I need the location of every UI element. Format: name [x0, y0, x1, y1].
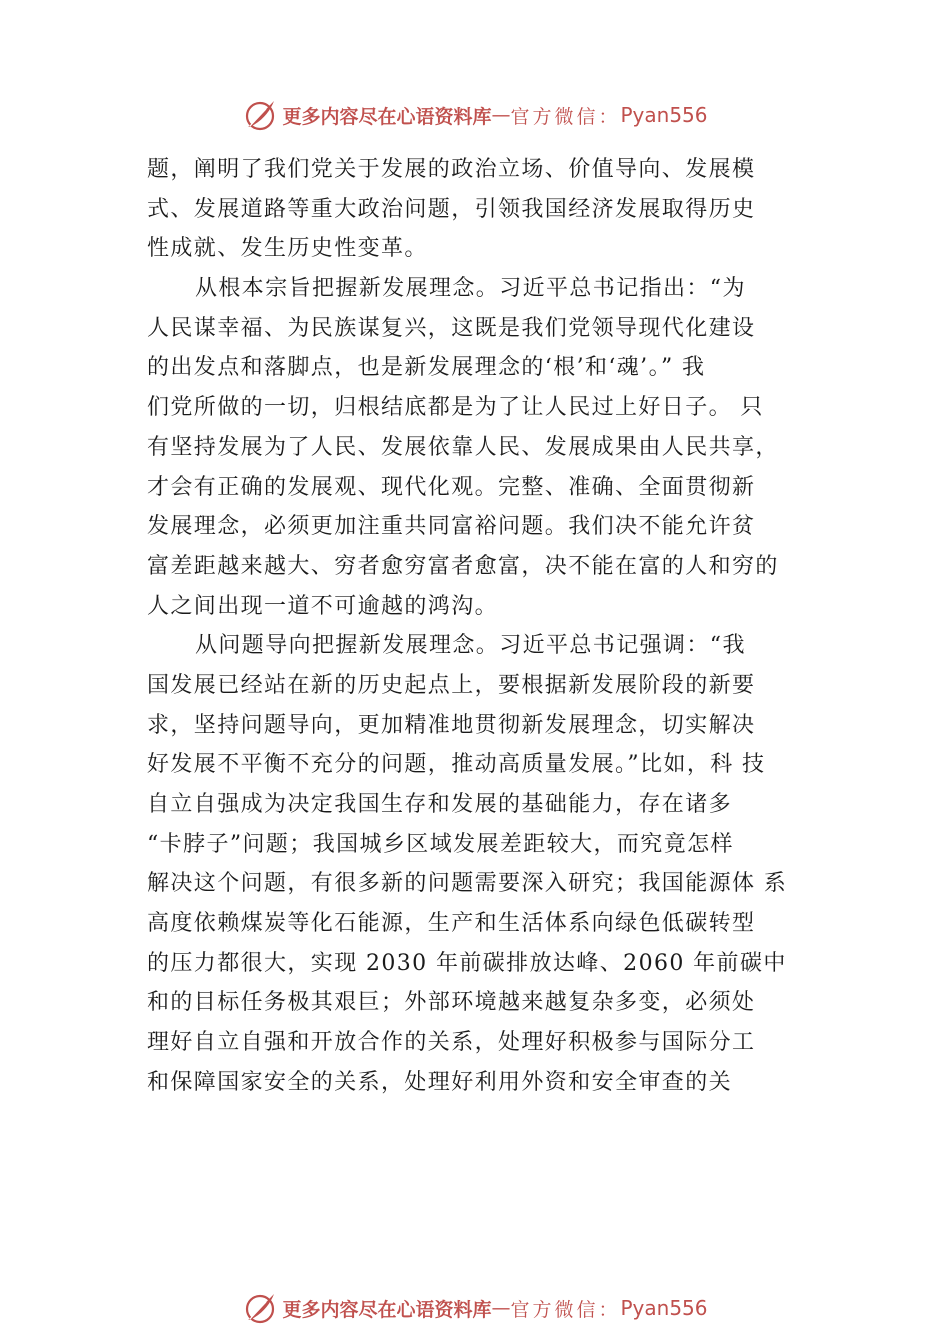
banner-dash: — — [491, 1297, 511, 1319]
body-line: 有坚持发展为了人民、发展依靠人民、发展成果由人民共享， — [147, 434, 779, 460]
body-line: 解决这个问题，有很多新的问题需要深入研究；我国能源体 系 — [147, 871, 788, 897]
banner-wechat-id: Pyan556 — [620, 103, 708, 127]
body-line: 和保障国家安全的关系，处理好利用外资和安全审查的关 — [147, 1069, 733, 1095]
body-line: 性成就、发生历史性变革。 — [147, 236, 428, 262]
footer-banner — [0, 1288, 950, 1328]
quill-logo-icon — [242, 97, 278, 133]
body-line: 从根本宗旨把握新发展理念。习近平总书记指出：“为 — [195, 276, 746, 302]
body-line: 理好自立自强和开放合作的关系，处理好积极参与国际分工 — [147, 1030, 756, 1056]
banner-brand: 更多内容尽在心语资料库 — [282, 1298, 492, 1321]
document-body — [147, 150, 819, 1103]
body-line: 高度依赖煤炭等化石能源，生产和生活体系向绿色低碳转型 — [147, 911, 756, 937]
quill-logo-icon — [242, 1290, 278, 1326]
body-line: 求，坚持问题导向，更加精准地贯彻新发展理念，切实解决 — [147, 712, 756, 738]
body-line: 国发展已经站在新的历史起点上，要根据新发展阶段的新要 — [147, 672, 756, 698]
body-line: 人之间出现一道不可逾越的鸿沟。 — [147, 593, 499, 619]
banner-official: 官方微信： — [510, 105, 621, 128]
body-line: 的压力都很大，实现 2030 年前碳排放达峰、2060 年前碳中 — [147, 950, 787, 976]
header-banner — [0, 95, 950, 135]
body-line: 人民谋幸福、为民族谋复兴，这既是我们党领导现代化建设 — [147, 315, 756, 341]
body-line: 才会有正确的发展观、现代化观。完整、准确、全面贯彻新 — [147, 474, 756, 500]
body-line: 好发展不平衡不充分的问题，推动高质量发展。”比如，科 技 — [147, 752, 766, 778]
body-line: 富差距越来越大、穷者愈穷富者愈富，决不能在富的人和穷的 — [147, 553, 779, 579]
body-line: 自立自强成为决定我国生存和发展的基础能力，存在诸多 — [147, 792, 733, 817]
body-line: “卡脖子”问题；我国城乡区域发展差距较大，而究竟怎样 — [147, 831, 734, 857]
banner-brand: 更多内容尽在心语资料库 — [282, 105, 492, 128]
body-line: 和的目标任务极其艰巨；外部环境越来越复杂多变，必须处 — [147, 990, 756, 1016]
body-line: 式、发展道路等重大政治问题，引领我国经济发展取得历史 — [147, 196, 756, 222]
body-line: 们党所做的一切，归根结底都是为了让人民过上好日子。 只 — [147, 395, 764, 421]
body-line: 发展理念，必须更加注重共同富裕问题。我们决不能允许贫 — [147, 514, 756, 540]
banner-dash: — — [491, 104, 511, 126]
body-line: 题，阐明了我们党关于发展的政治立场、价值导向、发展模 — [147, 157, 756, 182]
banner-official: 官方微信： — [510, 1298, 621, 1321]
body-line: 从问题导向把握新发展理念。习近平总书记强调：“我 — [195, 633, 746, 659]
body-line: 的出发点和落脚点，也是新发展理念的‘根’和‘魂’。” 我 — [147, 355, 706, 381]
banner-wechat-id: Pyan556 — [620, 1296, 708, 1320]
